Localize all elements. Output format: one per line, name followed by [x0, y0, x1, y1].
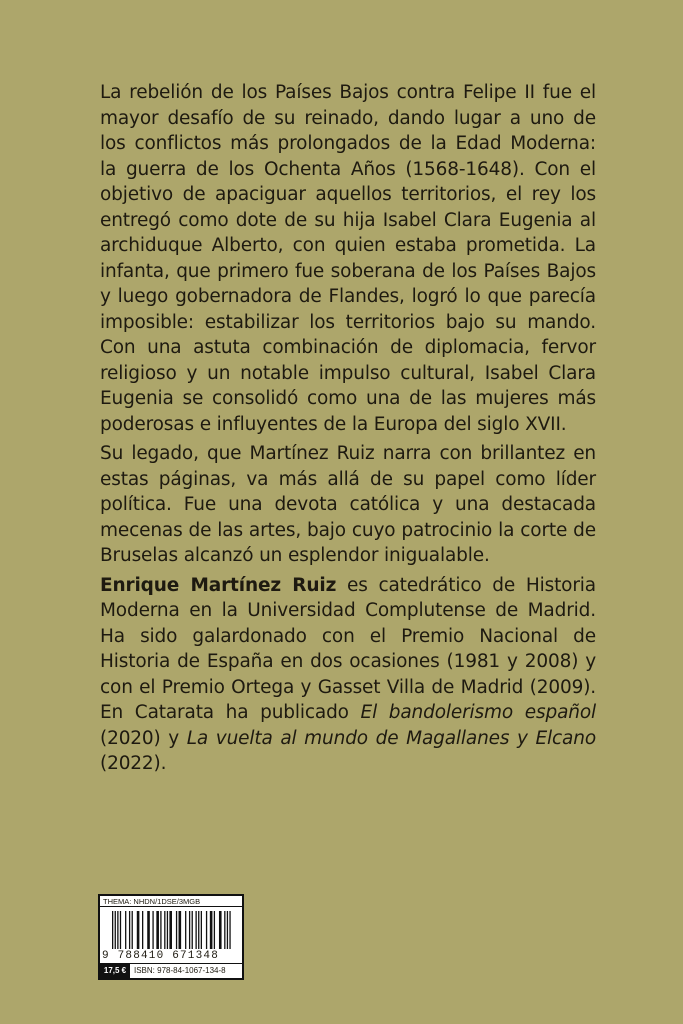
barcode-bar — [147, 911, 150, 949]
barcode-bar — [206, 911, 207, 949]
barcode-bar — [192, 911, 193, 949]
barcode-bar — [142, 911, 143, 949]
barcode-bar — [115, 911, 116, 949]
barcode-bar — [185, 911, 186, 949]
book-year-2: (2022). — [100, 753, 167, 774]
barcode-bar — [198, 911, 199, 949]
barcode-bar — [160, 911, 161, 949]
back-cover-text — [100, 80, 596, 781]
synopsis-paragraph-2: Su legado, que Martínez Ruiz narra con brillantez en estas páginas, va más allá de su papel como líder política. Fue una devota católica y una destacada mecenas de las artes, bajo cuyo patrocinio la corte de Bruselas alcanzó un esplendor inigualable. — [100, 443, 596, 566]
barcode-bar — [120, 911, 121, 949]
author-bio-text: es catedrático de Historia Moderna en la Universidad Complutense de Madrid. Ha sido galardonado con el Premio Nacional de Historia de España en dos ocasiones (1981 y 2008) y con el Premio Ortega y Gasset Villa de Madrid (2009). En Catarata ha publicado — [100, 574, 596, 723]
barcode-bar — [189, 911, 190, 949]
barcode-bar — [156, 911, 159, 949]
barcode-bar — [195, 911, 196, 949]
barcode-bar — [117, 911, 118, 949]
barcode-bar — [129, 911, 130, 949]
barcode-digits: 9 788410 671348 — [102, 950, 220, 962]
barcode-bar — [227, 911, 228, 949]
price-isbn-row — [100, 963, 242, 978]
book-title-2: La vuelta al mundo de Magallanes y Elcano — [186, 727, 596, 749]
barcode-bar — [169, 911, 172, 949]
barcode-bar — [167, 911, 168, 949]
barcode-bar — [214, 911, 215, 949]
barcode-box — [98, 894, 244, 980]
thema-code: THEMA: NHDN/1DSE/3MGB — [100, 896, 242, 907]
barcode-bar — [137, 911, 140, 949]
isbn-number: ISBN: 978-84-1067-134-8 — [134, 966, 226, 975]
barcode-bar — [224, 911, 225, 949]
barcode-bar — [176, 911, 177, 949]
barcode-bar — [201, 911, 202, 949]
barcode-bar — [179, 911, 182, 949]
barcode-bar — [125, 911, 126, 949]
price-tag: 17,5 € — [100, 964, 130, 978]
barcode-bar — [132, 911, 133, 949]
barcode-bar — [152, 911, 153, 949]
book-year-1: (2020) y — [100, 727, 187, 749]
barcode-bar — [164, 911, 165, 949]
barcode-bar — [112, 911, 113, 949]
book-title-1: El bandolerismo español — [360, 702, 596, 723]
author-name: Enrique Martínez Ruiz — [100, 574, 337, 596]
author-bio — [100, 573, 596, 777]
barcode-bar — [210, 911, 213, 949]
synopsis-paragraph-1: La rebelión de los Países Bajos contra Felipe II fue el mayor desafío de su reinado, dando lugar a uno de los conflictos más prolongados de la Edad Moderna: la guerra de los Ochenta Años (1568-1648). Con el objetivo de apaciguar aquellos territorios, el rey los entregó como dote de su hija Isabel Clara Eugenia al archiduque Alberto, con quien estaba prometida. La infanta, que primero fue soberana de los Países Bajos y luego gobernadora de Flandes, logró lo que parecía imposible: estabilizar los territorios bajo su mando. Con una astuta combinación de diplomacia, fervor religioso y un notable impulso cultural, Isabel Clara Eugenia se consolidó como una de las mujeres más poderosas e influyentes de la Europa del siglo XVII. — [100, 82, 596, 435]
barcode-bar — [229, 911, 230, 949]
barcode-bars — [112, 911, 232, 949]
barcode-bar — [219, 911, 222, 949]
